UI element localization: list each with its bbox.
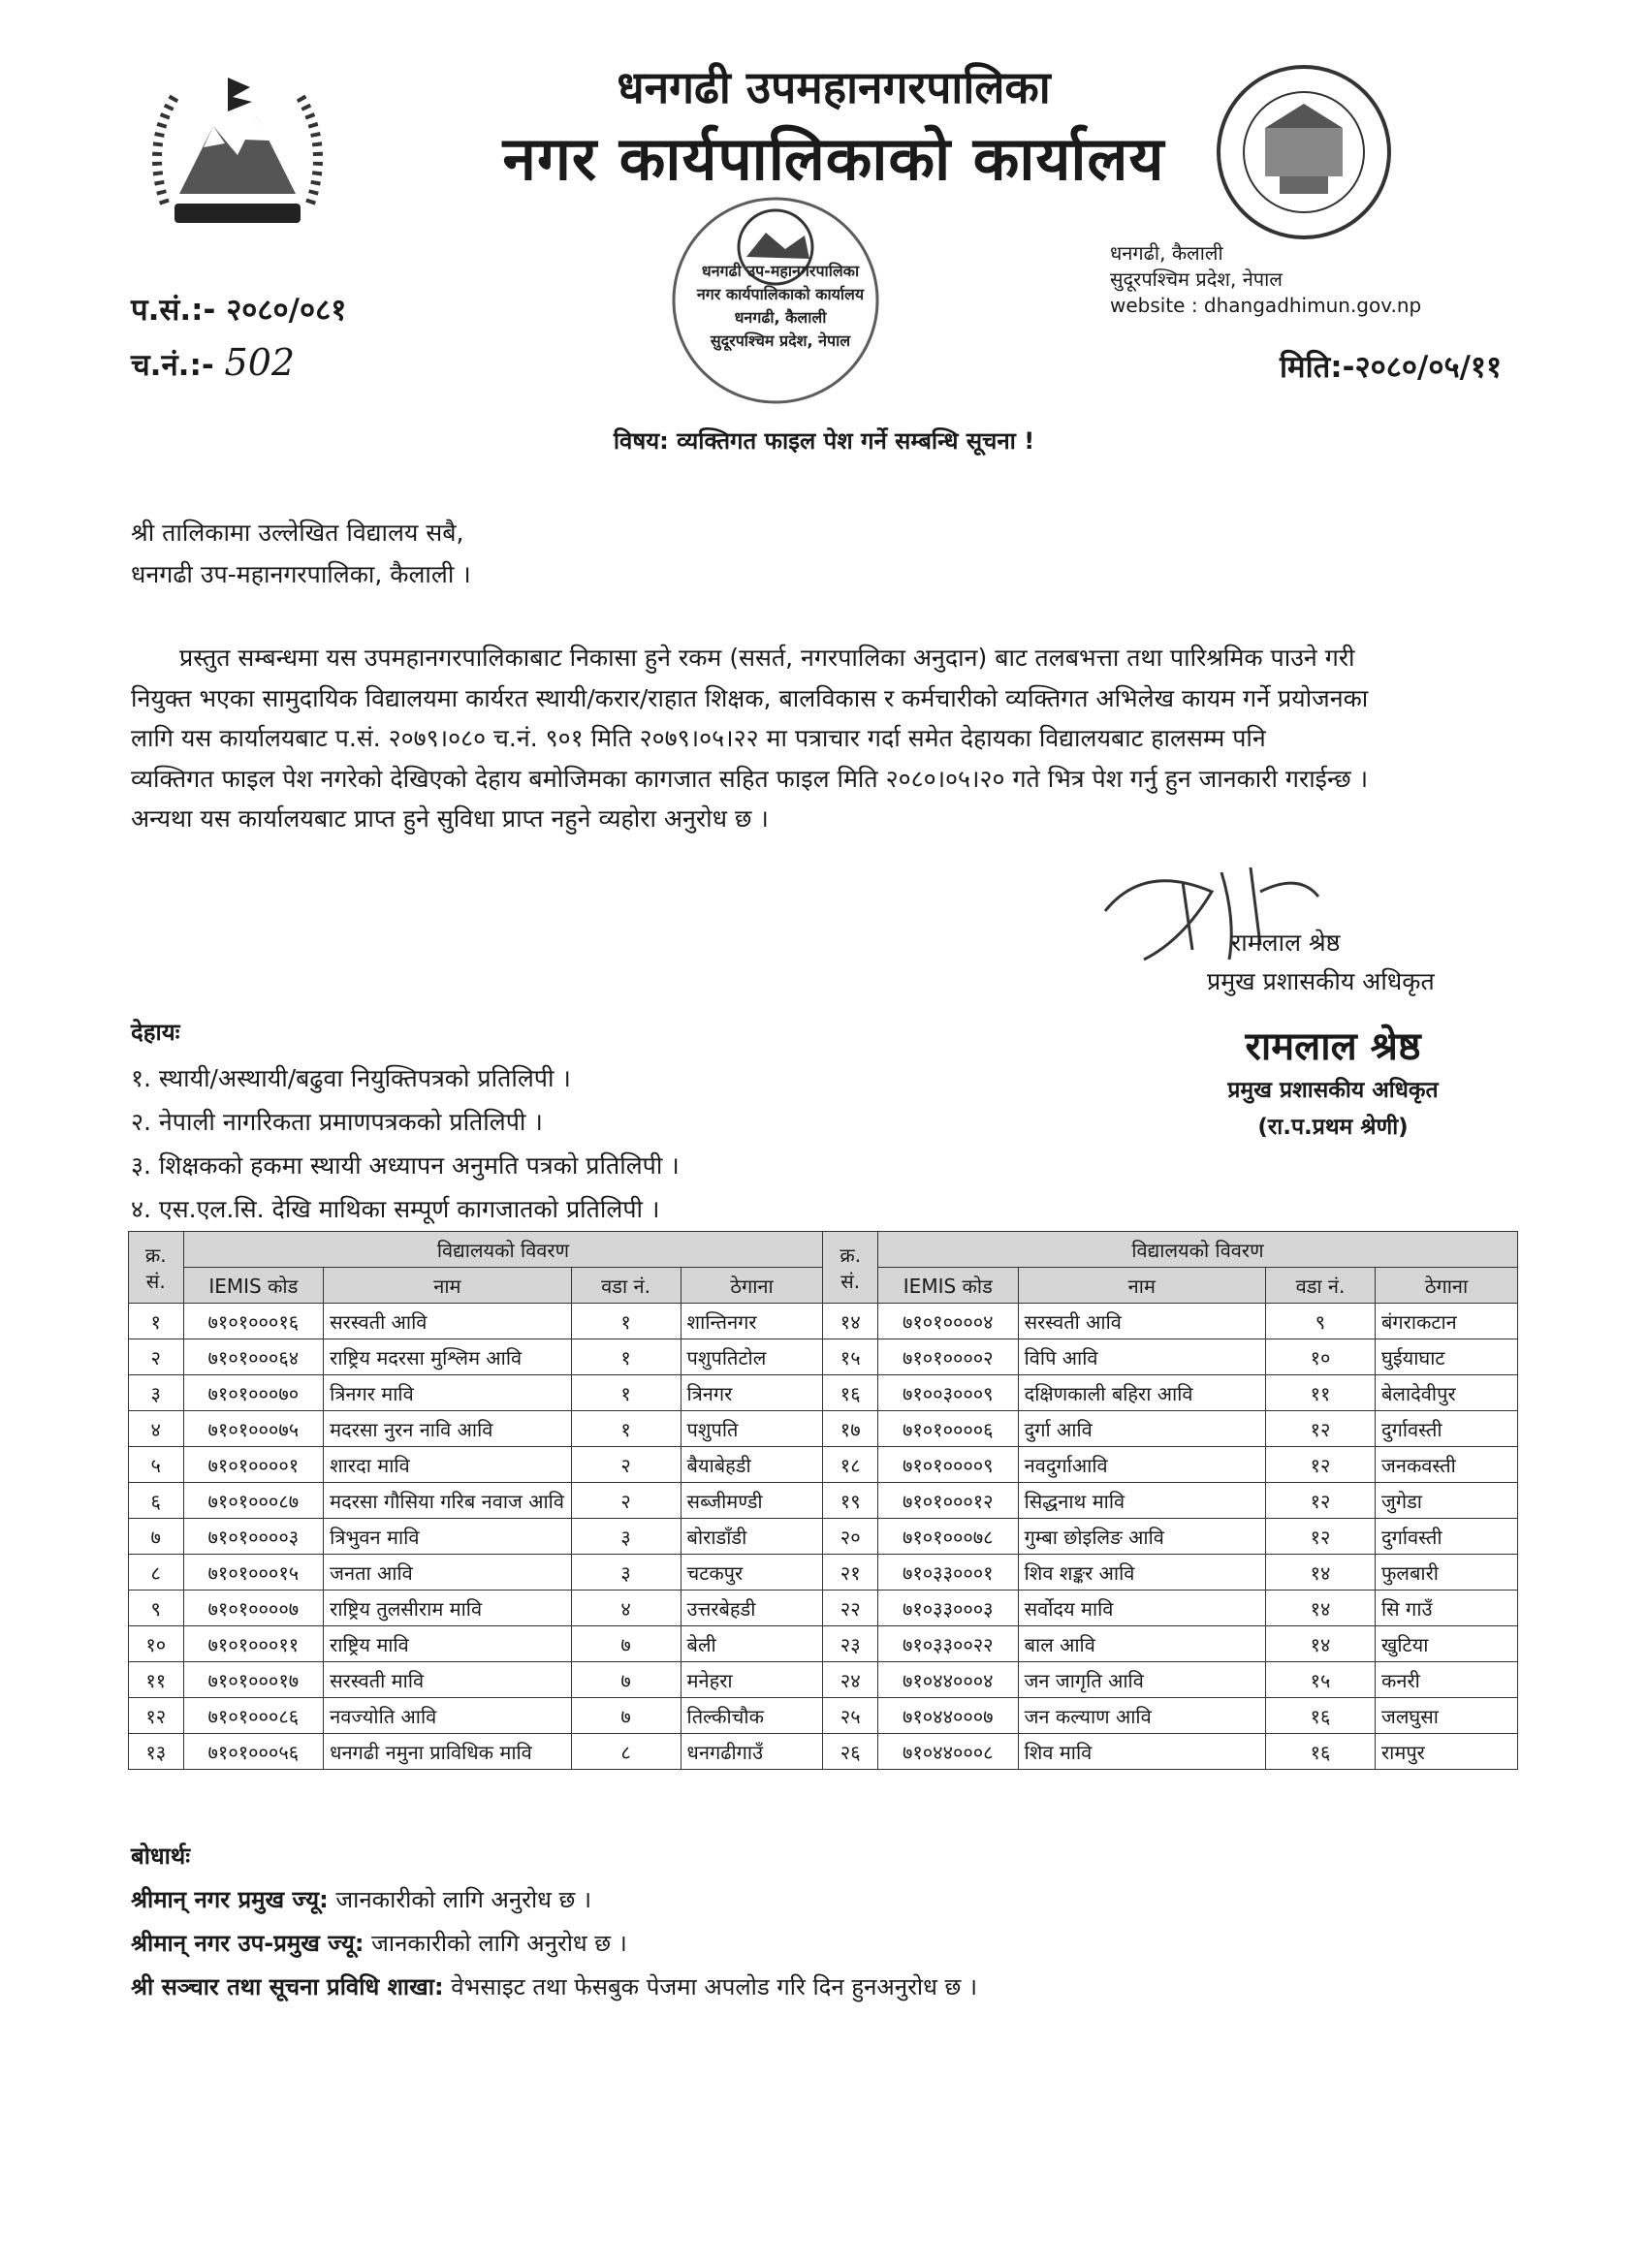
serial-cell: १७ <box>823 1411 878 1447</box>
school-name-cell: शिव शङ्कर आवि <box>1018 1555 1265 1591</box>
iemis-code-cell: ७१०१०००८६ <box>183 1698 324 1734</box>
column-header-address: ठेगाना <box>1376 1268 1518 1304</box>
body-line: प्रस्तुत सम्बन्धमा यस उपमहानगरपालिकाबाट निकासा हुने रकम (ससर्त, नगरपालिका अनुदान) बाट तलबभत्ता तथा पारिश्रमिक पाउने गरी <box>179 644 1355 672</box>
column-header-name: नाम <box>1018 1268 1265 1304</box>
iemis-code-cell: ७१०१०००१७ <box>183 1662 324 1698</box>
school-name-cell: सिद्धनाथ मावि <box>1018 1483 1265 1519</box>
serial-header <box>129 1232 184 1304</box>
school-name-cell: राष्ट्रिय तुलसीराम मावि <box>324 1591 571 1626</box>
iemis-code-cell: ७१०१०००७० <box>183 1375 324 1411</box>
ward-cell: ८ <box>571 1734 681 1770</box>
cc-heading: बोधार्थः <box>131 1843 191 1870</box>
address-cell: जलघुसा <box>1376 1698 1518 1734</box>
table-row <box>129 1698 1518 1734</box>
serial-header <box>823 1232 878 1304</box>
iemis-code-cell: ७१०१०००१५ <box>183 1555 324 1591</box>
ward-cell: १२ <box>1266 1447 1376 1483</box>
address-cell: दुर्गावस्ती <box>1376 1411 1518 1447</box>
ward-cell: १ <box>571 1339 681 1375</box>
school-name-cell: विपि आवि <box>1018 1339 1265 1375</box>
address-cell: फुलबारी <box>1376 1555 1518 1591</box>
stamp-text-line: नगर कार्यपालिकाको कार्यालय <box>696 285 865 303</box>
address-cell: शान्तिनगर <box>681 1304 823 1339</box>
serial-cell: १४ <box>823 1304 878 1339</box>
school-name-cell: बाल आवि <box>1018 1626 1265 1662</box>
body-line: लागि यस कार्यालयबाट प.सं. २०७९।०८० च.नं. ९०१ मिति २०७९।०५।२२ मा पत्राचार गर्दा समेत देहायका विद्यालयबाट हालसम्म पनि <box>131 724 1266 752</box>
address-website: website : dhangadhimun.gov.np <box>1110 294 1422 317</box>
column-header-iemis: IEMIS कोड <box>877 1268 1018 1304</box>
dispatch-number <box>131 341 295 385</box>
serial-cell: ११ <box>129 1662 184 1698</box>
body-line: अन्यथा यस कार्यालयबाट प्राप्त हुने सुविधा प्राप्त नहुने व्यहोरा अनुरोध छ । <box>131 804 769 833</box>
dispatch-number-value: 502 <box>224 341 296 384</box>
schools-table <box>128 1231 1518 1770</box>
iemis-code-cell: ७१०३३०००३ <box>877 1591 1018 1626</box>
school-name-cell: शारदा मावि <box>324 1447 571 1483</box>
ward-cell: १५ <box>1266 1662 1376 1698</box>
address-cell: पशुपति <box>681 1411 823 1447</box>
serial-cell: २० <box>823 1519 878 1555</box>
cc-text: जानकारीको लागि अनुरोध छ । <box>364 1930 627 1957</box>
address-cell: कनरी <box>1376 1662 1518 1698</box>
address-cell: बंगराकटान <box>1376 1304 1518 1339</box>
ref-number-label: प.सं.:- <box>131 293 216 328</box>
ward-cell: १४ <box>1266 1626 1376 1662</box>
body-line: नियुक्त भएका सामुदायिक विद्यालयमा कार्यरत स्थायी/करार/राहात शिक्षक, बालविकास र कर्मचारीको व्यक्तिगत अभिलेख कायम गर्ने प्रयोजनका <box>131 683 1369 712</box>
address-cell: धनगढीगाउँ <box>681 1734 823 1770</box>
iemis-code-cell: ७१०१०००१२ <box>877 1483 1018 1519</box>
column-header-address: ठेगाना <box>681 1268 823 1304</box>
signer-name: रामलाल श्रेष्ठ <box>1231 929 1341 957</box>
ward-cell: १ <box>571 1304 681 1339</box>
address-cell: उत्तरबेहडी <box>681 1591 823 1626</box>
ward-cell: ९ <box>1266 1304 1376 1339</box>
address-cell: बैयाबेहडी <box>681 1447 823 1483</box>
schools-table-body <box>129 1304 1518 1770</box>
group-header-left: विद्यालयको विवरण <box>183 1232 823 1268</box>
school-name-cell: नवज्योति आवि <box>324 1698 571 1734</box>
ward-cell: १४ <box>1266 1555 1376 1591</box>
serial-cell: १३ <box>129 1734 184 1770</box>
school-name-cell: शिव मावि <box>1018 1734 1265 1770</box>
school-name-cell: त्रिभुवन मावि <box>324 1519 571 1555</box>
iemis-code-cell: ७१०१०००६४ <box>183 1339 324 1375</box>
address-cell: दुर्गावस्ती <box>1376 1519 1518 1555</box>
ward-cell: ४ <box>571 1591 681 1626</box>
ward-cell: ७ <box>571 1698 681 1734</box>
dispatch-number-label: च.नं.:- <box>131 348 214 383</box>
serial-cell: २६ <box>823 1734 878 1770</box>
table-row <box>129 1483 1518 1519</box>
office-address <box>1110 240 1421 319</box>
iemis-code-cell: ७१०१०००५६ <box>183 1734 324 1770</box>
enclosure-item: १. स्थायी/अस्थायी/बढुवा नियुक्तिपत्रको प्रतिलिपी । <box>131 1064 571 1092</box>
iemis-code-cell: ७१०१०००७८ <box>877 1519 1018 1555</box>
address-cell: खुटिया <box>1376 1626 1518 1662</box>
iemis-code-cell: ७१०१००००६ <box>877 1411 1018 1447</box>
cc-item <box>131 1970 977 2002</box>
serial-cell: ९ <box>129 1591 184 1626</box>
school-name-cell: सरस्वती आवि <box>1018 1304 1265 1339</box>
column-header-name: नाम <box>324 1268 571 1304</box>
iemis-code-cell: ७१०१००००४ <box>877 1304 1018 1339</box>
iemis-code-cell: ७१०१०००७५ <box>183 1411 324 1447</box>
serial-header-bottom: सं. <box>840 1269 861 1293</box>
serial-cell: ५ <box>129 1447 184 1483</box>
school-name-cell: राष्ट्रिय मदरसा मुश्लिम आवि <box>324 1339 571 1375</box>
table-row <box>129 1626 1518 1662</box>
school-name-cell: मदरसा गौसिया गरिब नवाज आवि <box>324 1483 571 1519</box>
iemis-code-cell: ७१०१००००३ <box>183 1519 324 1555</box>
cc-item <box>131 1883 591 1915</box>
date-label: मिति:- <box>1280 350 1355 385</box>
iemis-code-cell: ७१०१०००८७ <box>183 1483 324 1519</box>
iemis-code-cell: ७१०३३०००१ <box>877 1555 1018 1591</box>
table-row <box>129 1375 1518 1411</box>
school-name-cell: त्रिनगर मावि <box>324 1375 571 1411</box>
iemis-code-cell: ७१०१०००१६ <box>183 1304 324 1339</box>
column-header-ward: वडा नं. <box>571 1268 681 1304</box>
ward-cell: ७ <box>571 1662 681 1698</box>
address-cell: बोराडाँडी <box>681 1519 823 1555</box>
table-row <box>129 1591 1518 1626</box>
letter-subject: विषय: व्यक्तिगत फाइल पेश गर्ने सम्बन्धि सूचना ! <box>613 427 1035 455</box>
cc-recipient: श्रीमान् नगर उप-प्रमुख ज्यू: <box>131 1930 364 1957</box>
date-value: २०८०/०५/११ <box>1354 350 1503 385</box>
recipient-line: श्री तालिकामा उल्लेखित विद्यालय सबै, <box>131 519 464 547</box>
school-name-cell: गुम्बा छोइलिङ आवि <box>1018 1519 1265 1555</box>
school-name-cell: राष्ट्रिय मावि <box>324 1626 571 1662</box>
recipient-line: धनगढी उप-महानगरपालिका, कैलाली । <box>131 560 471 588</box>
letter-body <box>131 638 1527 839</box>
letter-date <box>1280 346 1502 387</box>
ward-cell: १६ <box>1266 1734 1376 1770</box>
enclosures-heading: देहायः <box>131 1019 180 1046</box>
address-cell: चटकपुर <box>681 1555 823 1591</box>
name-stamp-title: प्रमुख प्रशासकीय अधिकृत <box>1227 1078 1439 1103</box>
org-name-line1: धनगढी उपमहानगरपालिका <box>617 61 1051 113</box>
ward-cell: १२ <box>1266 1411 1376 1447</box>
serial-cell: ४ <box>129 1411 184 1447</box>
table-row <box>129 1734 1518 1770</box>
ward-cell: ११ <box>1266 1375 1376 1411</box>
school-name-cell: मदरसा नुरन नावि आवि <box>324 1411 571 1447</box>
ref-number <box>131 289 346 330</box>
address-cell: पशुपतिटोल <box>681 1339 823 1375</box>
table-row <box>129 1339 1518 1375</box>
table-row <box>129 1519 1518 1555</box>
serial-cell: २५ <box>823 1698 878 1734</box>
ward-cell: १६ <box>1266 1698 1376 1734</box>
address-cell: घुईयाघाट <box>1376 1339 1518 1375</box>
school-name-cell: सरस्वती मावि <box>324 1662 571 1698</box>
table-row <box>129 1304 1518 1339</box>
table-header-row <box>129 1232 1518 1268</box>
address-cell: तिल्कीचौक <box>681 1698 823 1734</box>
ward-cell: १२ <box>1266 1483 1376 1519</box>
address-cell: जुगेडा <box>1376 1483 1518 1519</box>
serial-cell: ७ <box>129 1519 184 1555</box>
ward-cell: १ <box>571 1375 681 1411</box>
stamp-text-line: धनगढी, कैलाली <box>734 308 827 327</box>
group-header-right: विद्यालयको विवरण <box>877 1232 1517 1268</box>
school-name-cell: दक्षिणकाली बहिरा आवि <box>1018 1375 1265 1411</box>
org-name-line2: नगर कार्यपालिकाको कार्यालय <box>502 123 1165 194</box>
body-line: व्यक्तिगत फाइल पेश नगरेको देखिएको देहाय बमोजिमका कागजात सहित फाइल मिति २०८०।०५।२० गते भित्र पेश गर्नु हुन जानकारी गराईन्छ । <box>131 764 1369 793</box>
stamp-text-line: सुदूरपश्चिम प्रदेश, नेपाल <box>710 331 851 350</box>
school-name-cell: नवदुर्गाआवि <box>1018 1447 1265 1483</box>
address-cell: मनेहरा <box>681 1662 823 1698</box>
enclosure-item: ३. शिक्षकको हकमा स्थायी अध्यापन अनुमति पत्रको प्रतिलिपी । <box>131 1151 680 1180</box>
serial-header-top: क्र. <box>144 1243 167 1267</box>
iemis-code-cell: ७१०४४०००७ <box>877 1698 1018 1734</box>
table-row <box>129 1447 1518 1483</box>
signer-title: प्रमुख प्रशासकीय अधिकृत <box>1207 967 1435 995</box>
serial-cell: २ <box>129 1339 184 1375</box>
serial-cell: २२ <box>823 1591 878 1626</box>
address-cell: त्रिनगर <box>681 1375 823 1411</box>
serial-cell: २१ <box>823 1555 878 1591</box>
column-header-iemis: IEMIS कोड <box>183 1268 324 1304</box>
school-name-cell: जन जागृति आवि <box>1018 1662 1265 1698</box>
school-name-cell: सरस्वती आवि <box>324 1304 571 1339</box>
ward-cell: १० <box>1266 1339 1376 1375</box>
table-row <box>129 1555 1518 1591</box>
iemis-code-cell: ७१०४४०००८ <box>877 1734 1018 1770</box>
school-name-cell: जन कल्याण आवि <box>1018 1698 1265 1734</box>
school-name-cell: जनता आवि <box>324 1555 571 1591</box>
serial-cell: १२ <box>129 1698 184 1734</box>
ward-cell: १४ <box>1266 1591 1376 1626</box>
serial-cell: १५ <box>823 1339 878 1375</box>
ward-cell: ३ <box>571 1555 681 1591</box>
municipality-seal-icon <box>1212 60 1396 244</box>
serial-cell: ८ <box>129 1555 184 1591</box>
iemis-code-cell: ७१०१०००११ <box>183 1626 324 1662</box>
ward-cell: ३ <box>571 1519 681 1555</box>
iemis-code-cell: ७१०१००००२ <box>877 1339 1018 1375</box>
address-cell: रामपुर <box>1376 1734 1518 1770</box>
serial-cell: १८ <box>823 1447 878 1483</box>
school-name-cell: दुर्गा आवि <box>1018 1411 1265 1447</box>
table-row <box>129 1411 1518 1447</box>
ward-cell: ७ <box>571 1626 681 1662</box>
serial-header-bottom: सं. <box>145 1269 166 1293</box>
serial-cell: १९ <box>823 1483 878 1519</box>
enclosure-item: ४. एस.एल.सि. देखि माथिका सम्पूर्ण कागजातको प्रतिलिपी । <box>131 1195 660 1223</box>
handwritten-signature <box>1066 853 1396 979</box>
address-city: धनगढी, कैलाली <box>1110 241 1223 265</box>
cc-text: वेभसाइट तथा फेसबुक पेजमा अपलोड गरि दिन हुनअनुरोध छ । <box>443 1973 978 2000</box>
iemis-code-cell: ७१००३०००९ <box>877 1375 1018 1411</box>
serial-cell: २३ <box>823 1626 878 1662</box>
serial-cell: ६ <box>129 1483 184 1519</box>
serial-cell: ३ <box>129 1375 184 1411</box>
table-row <box>129 1662 1518 1698</box>
ward-cell: २ <box>571 1447 681 1483</box>
ward-cell: १२ <box>1266 1519 1376 1555</box>
address-cell: बेली <box>681 1626 823 1662</box>
ward-cell: १ <box>571 1411 681 1447</box>
serial-cell: १६ <box>823 1375 878 1411</box>
cc-text: जानकारीको लागि अनुरोध छ । <box>328 1886 592 1913</box>
column-header-ward: वडा नं. <box>1266 1268 1376 1304</box>
cc-recipient: श्री सञ्चार तथा सूचना प्रविधि शाखा: <box>131 1973 444 2000</box>
nepal-emblem-icon <box>136 58 339 242</box>
address-province: सुदूरपश्चिम प्रदेश, नेपाल <box>1110 268 1283 291</box>
serial-cell: १० <box>129 1626 184 1662</box>
office-stamp-text <box>683 260 877 353</box>
serial-header-top: क्र. <box>840 1243 862 1267</box>
iemis-code-cell: ७१०३३००२२ <box>877 1626 1018 1662</box>
cc-recipient: श्रीमान् नगर प्रमुख ज्यू: <box>131 1886 329 1913</box>
name-stamp: रामलाल श्रेष्ठ <box>1245 1024 1421 1069</box>
name-stamp-rank: (रा.प.प्रथम श्रेणी) <box>1257 1115 1409 1140</box>
ref-number-value: २०८०/०८१ <box>226 293 347 328</box>
iemis-code-cell: ७१०१००००९ <box>877 1447 1018 1483</box>
serial-cell: २४ <box>823 1662 878 1698</box>
stamp-text-line: धनगढी उप-महानगरपालिका <box>701 262 860 280</box>
address-cell: सि गाउँ <box>1376 1591 1518 1626</box>
ward-cell: २ <box>571 1483 681 1519</box>
address-cell: बेलादेवीपुर <box>1376 1375 1518 1411</box>
enclosure-item: २. नेपाली नागरिकता प्रमाणपत्रकको प्रतिलिपी । <box>131 1108 543 1136</box>
address-cell: सब्जीमण्डी <box>681 1483 823 1519</box>
address-cell: जनकवस्ती <box>1376 1447 1518 1483</box>
cc-item <box>131 1927 627 1959</box>
iemis-code-cell: ७१०४४०००४ <box>877 1662 1018 1698</box>
serial-cell: १ <box>129 1304 184 1339</box>
school-name-cell: सर्वोदय मावि <box>1018 1591 1265 1626</box>
iemis-code-cell: ७१०१००००१ <box>183 1447 324 1483</box>
iemis-code-cell: ७१०१००००७ <box>183 1591 324 1626</box>
school-name-cell: धनगढी नमुना प्राविधिक मावि <box>324 1734 571 1770</box>
